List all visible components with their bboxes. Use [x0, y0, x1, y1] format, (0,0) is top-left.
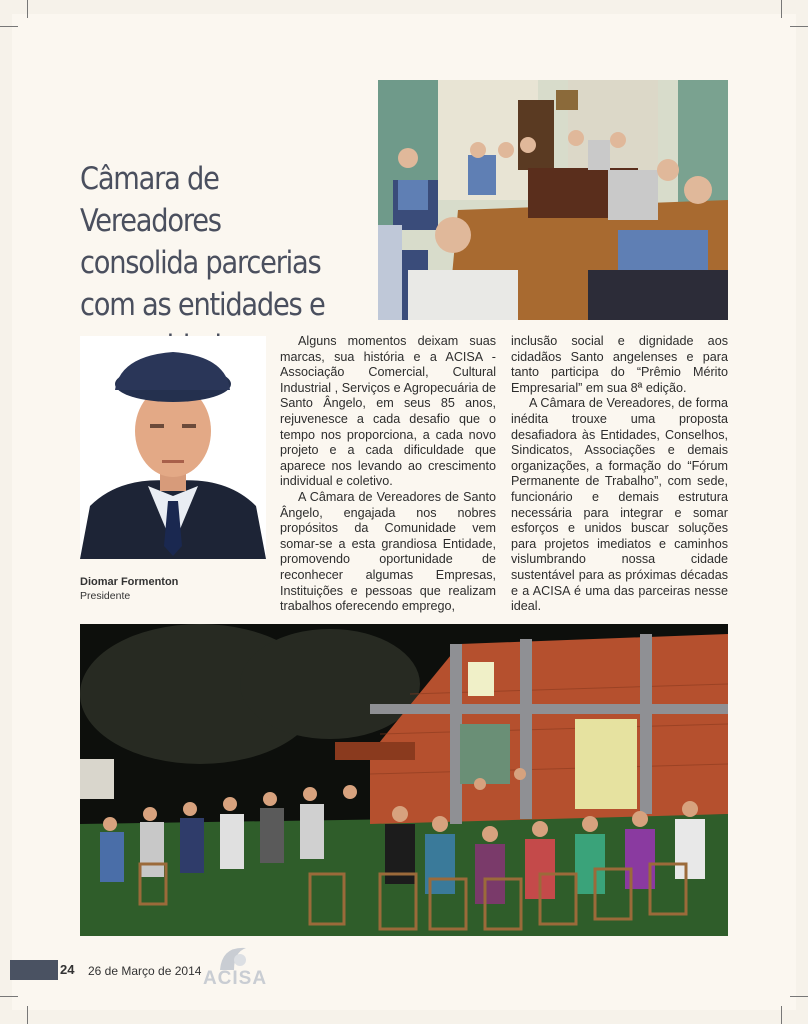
meeting-photo: [378, 80, 728, 320]
paragraph: inclusão social e dignidade aos cidadãos Santo angelenses e para tanto participa do “Prêmio Mérito Empresarial” em sua 8ª edição.: [511, 334, 728, 395]
issue-date: 26 de Março de 2014: [88, 964, 202, 978]
paragraph: A Câmara de Vereadores de Santo Ângelo, engajada nos nobres propósitos da Comunidade vem somar-se a esta grandiosa Entidade, promovendo oportunidade de reconhecer algumas Empresas, Instituições e pessoas que realizam trabalhos oferecendo emprego,: [280, 489, 496, 614]
paragraph: A Câmara de Vereadores, de forma inédita trouxe uma proposta desafiadora às Entidades, Conselhos, Sindicatos, Associações e demais organizações, a formação do “Fórum Permanente de Trabalho”, com sede, funcionário e demais estrutura necessária para integrar e somar esforços e unidos buscar soluções para projetos imediatos e caminhos vislumbrando nossa cidade sustentável para as próximas décadas e a ACISA é uma das parceiras nesse ideal.: [511, 396, 728, 614]
logo-text: ACISA: [202, 968, 268, 989]
article-title: Câmara de Vereadores consolida parcerias com as entidades e: [80, 161, 325, 323]
crop-mark: [27, 0, 28, 18]
article-column-2: [511, 334, 728, 615]
crop-mark: [790, 26, 808, 27]
crop-mark: [0, 996, 18, 997]
crop-mark: [781, 1006, 782, 1024]
crop-mark: [0, 26, 18, 27]
paragraph: Alguns momentos deixam suas marcas, sua história e a ACISA - Associação Comercial, Cultural Industrial , Serviços e Agropecuária de Santo Ângelo, em seus 85 anos, rejuvenesce a cada desafio que o tempo nos proporciona, a cada novo projeto e a cada dificuldade que aparece nos levando ao crescimento individual e coletivo.: [280, 334, 496, 489]
page-number: 24: [60, 962, 75, 977]
community-gathering-photo: [80, 624, 728, 936]
article-column-1: [280, 334, 496, 615]
crop-mark: [27, 1006, 28, 1024]
portrait-caption-name: Diomar Formenton: [80, 576, 179, 588]
crop-mark: [790, 996, 808, 997]
footer-bar: [10, 960, 58, 980]
portrait-caption-role: Presidente: [80, 590, 131, 602]
crop-mark: [781, 0, 782, 18]
acisa-logo: [200, 942, 270, 990]
portrait-photo: [80, 336, 266, 559]
